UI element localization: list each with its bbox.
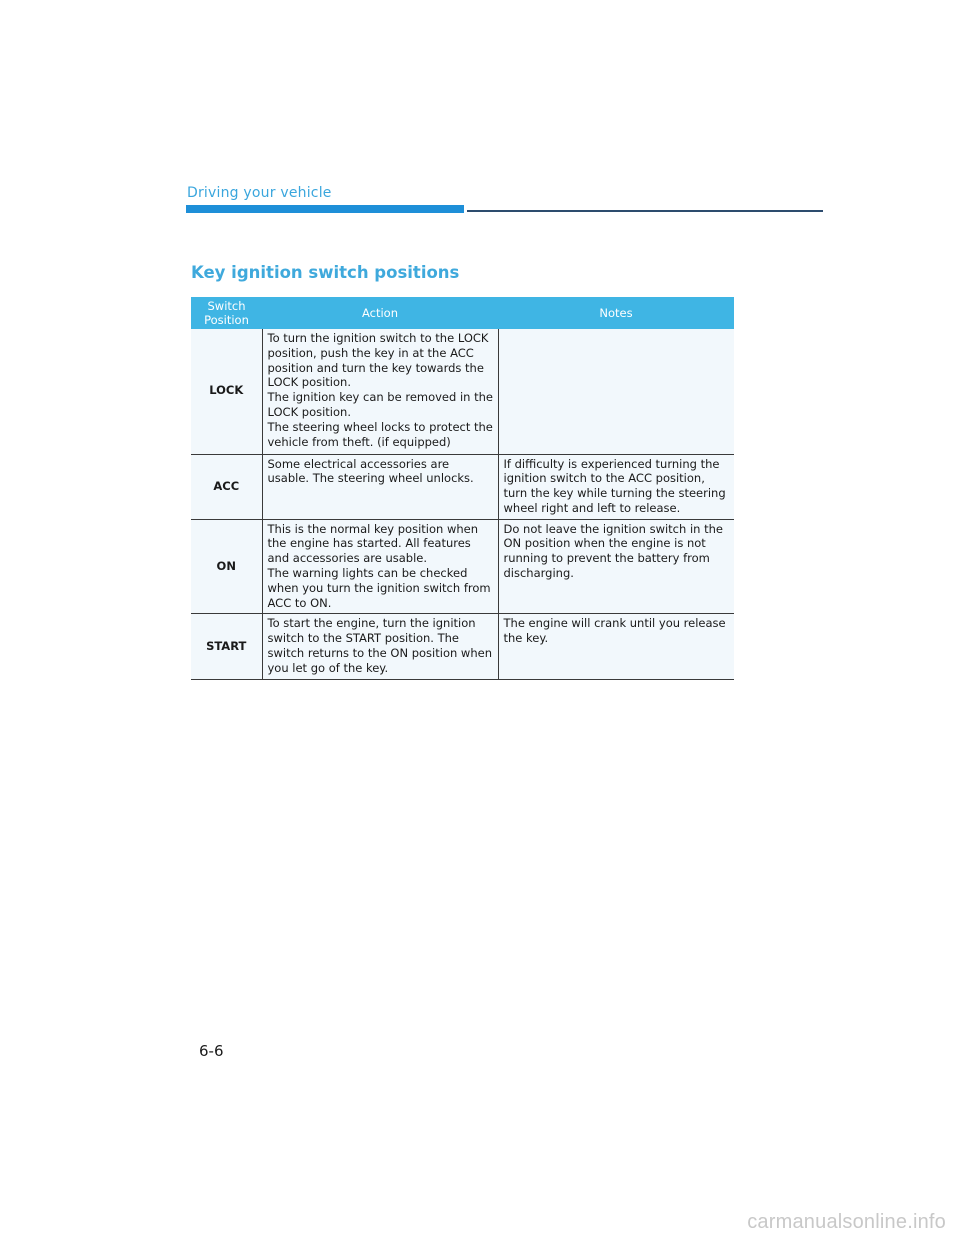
header-accent-bar bbox=[186, 205, 464, 213]
switch-position-cell: ON bbox=[191, 519, 262, 614]
switch-position-cell: LOCK bbox=[191, 329, 262, 454]
column-header-switch-position: Switch Position bbox=[191, 297, 262, 329]
page-number: 6-6 bbox=[199, 1042, 224, 1060]
notes-cell bbox=[498, 329, 734, 454]
notes-cell: If difficulty is experienced turning the ignition switch to the ACC position, turn the key while turning the steering wheel right and left to release. bbox=[498, 454, 734, 519]
notes-cell: Do not leave the ignition switch in the ON position when the engine is not running to prevent the battery from discharging. bbox=[498, 519, 734, 614]
ignition-positions-table bbox=[191, 297, 734, 680]
action-cell: This is the normal key position when the engine has started. All features and accessories are usable. The warning lights can be checked when you turn the ignition switch from ACC to ON. bbox=[262, 519, 498, 614]
table-row bbox=[191, 329, 734, 454]
header-rule bbox=[467, 210, 823, 212]
table-row bbox=[191, 614, 734, 679]
column-header-action: Action bbox=[262, 297, 498, 329]
ignition-positions-table-wrap bbox=[191, 297, 734, 680]
watermark-text: carmanualsonline.info bbox=[747, 1211, 946, 1233]
notes-cell: The engine will crank until you release the key. bbox=[498, 614, 734, 679]
chapter-title: Driving your vehicle bbox=[187, 185, 332, 201]
table-row bbox=[191, 519, 734, 614]
section-title: Key ignition switch positions bbox=[191, 263, 460, 282]
action-cell: To turn the ignition switch to the LOCK position, push the key in at the ACC position and turn the key towards the LOCK position. The ignition key can be removed in the LOCK position. The steering wheel locks to protect the vehicle from theft. (if equipped) bbox=[262, 329, 498, 454]
switch-position-cell: ACC bbox=[191, 454, 262, 519]
column-header-notes: Notes bbox=[498, 297, 734, 329]
table-header-row bbox=[191, 297, 734, 329]
table-row bbox=[191, 454, 734, 519]
action-cell: To start the engine, turn the ignition switch to the START position. The switch returns to the ON position when you let go of the key. bbox=[262, 614, 498, 679]
action-cell: Some electrical accessories are usable. The steering wheel unlocks. bbox=[262, 454, 498, 519]
switch-position-cell: START bbox=[191, 614, 262, 679]
